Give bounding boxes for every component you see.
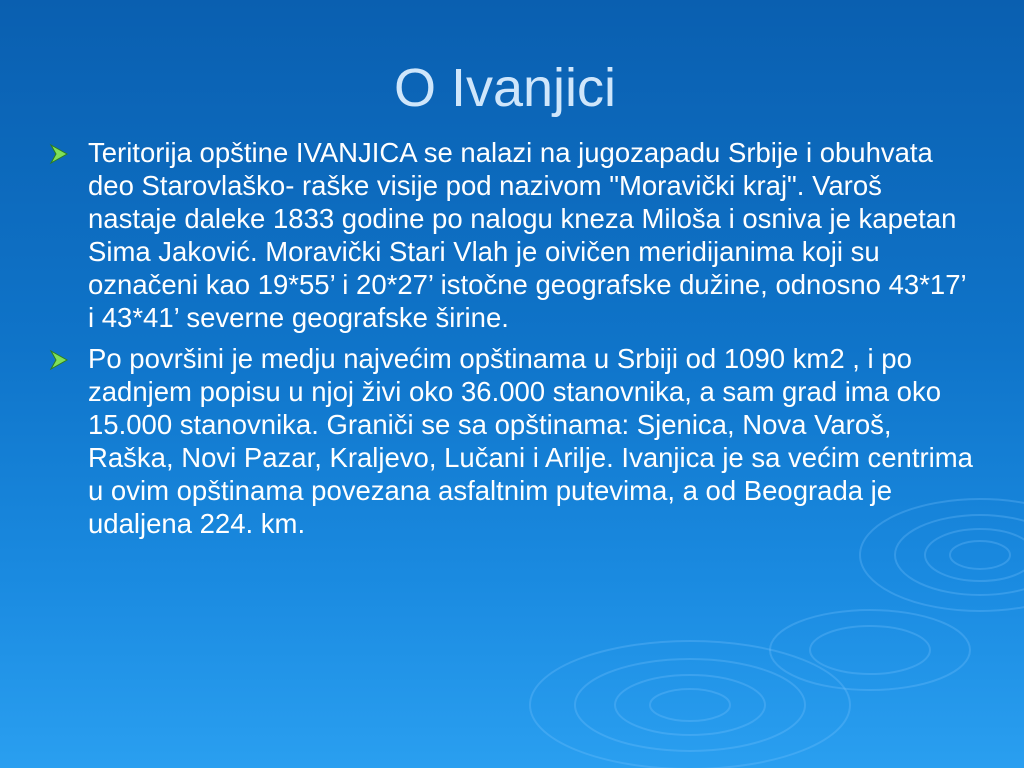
bullet-text: Teritorija opštine IVANJICA se nalazi na jugozapadu Srbije i obuhvata deo Starovlaško- raške visije pod nazivom "Moravički kraj". Varoš nastaje daleke 1833 godine po nalogu kneza Miloša i osniva je kapetan Sima Jaković. Moravički Stari Vlah je oivičen meridijanima koji su označeni kao 19*55’ i 20*27’ istočne geografske dužine, odnosno 43*17’ i 43*41’ severne geografske širine. — [88, 137, 966, 333]
arrowhead-icon — [48, 349, 70, 371]
arrowhead-icon — [48, 143, 70, 165]
slide-title: O Ivanjici — [393, 58, 617, 118]
bullet-text: Po površini je medju najvećim opštinama u Srbiji od 1090 km2 , i po zadnjem popisu u njoj živi oko 36.000 stanovnika, a sam grad ima oko 15.000 stanovnika. Graniči se sa opštinama: Sjenica, Nova Varoš, Raška, Novi Pazar, Kraljevo, Lučani i Arilje. Ivanjica je sa većim centrima u ovim opštinama povezana asfaltnim putevima, a od Beograda je udaljena 224. km. — [88, 343, 973, 539]
bullet-item — [48, 136, 978, 334]
bullet-list — [48, 136, 978, 548]
bullet-item — [48, 342, 978, 540]
